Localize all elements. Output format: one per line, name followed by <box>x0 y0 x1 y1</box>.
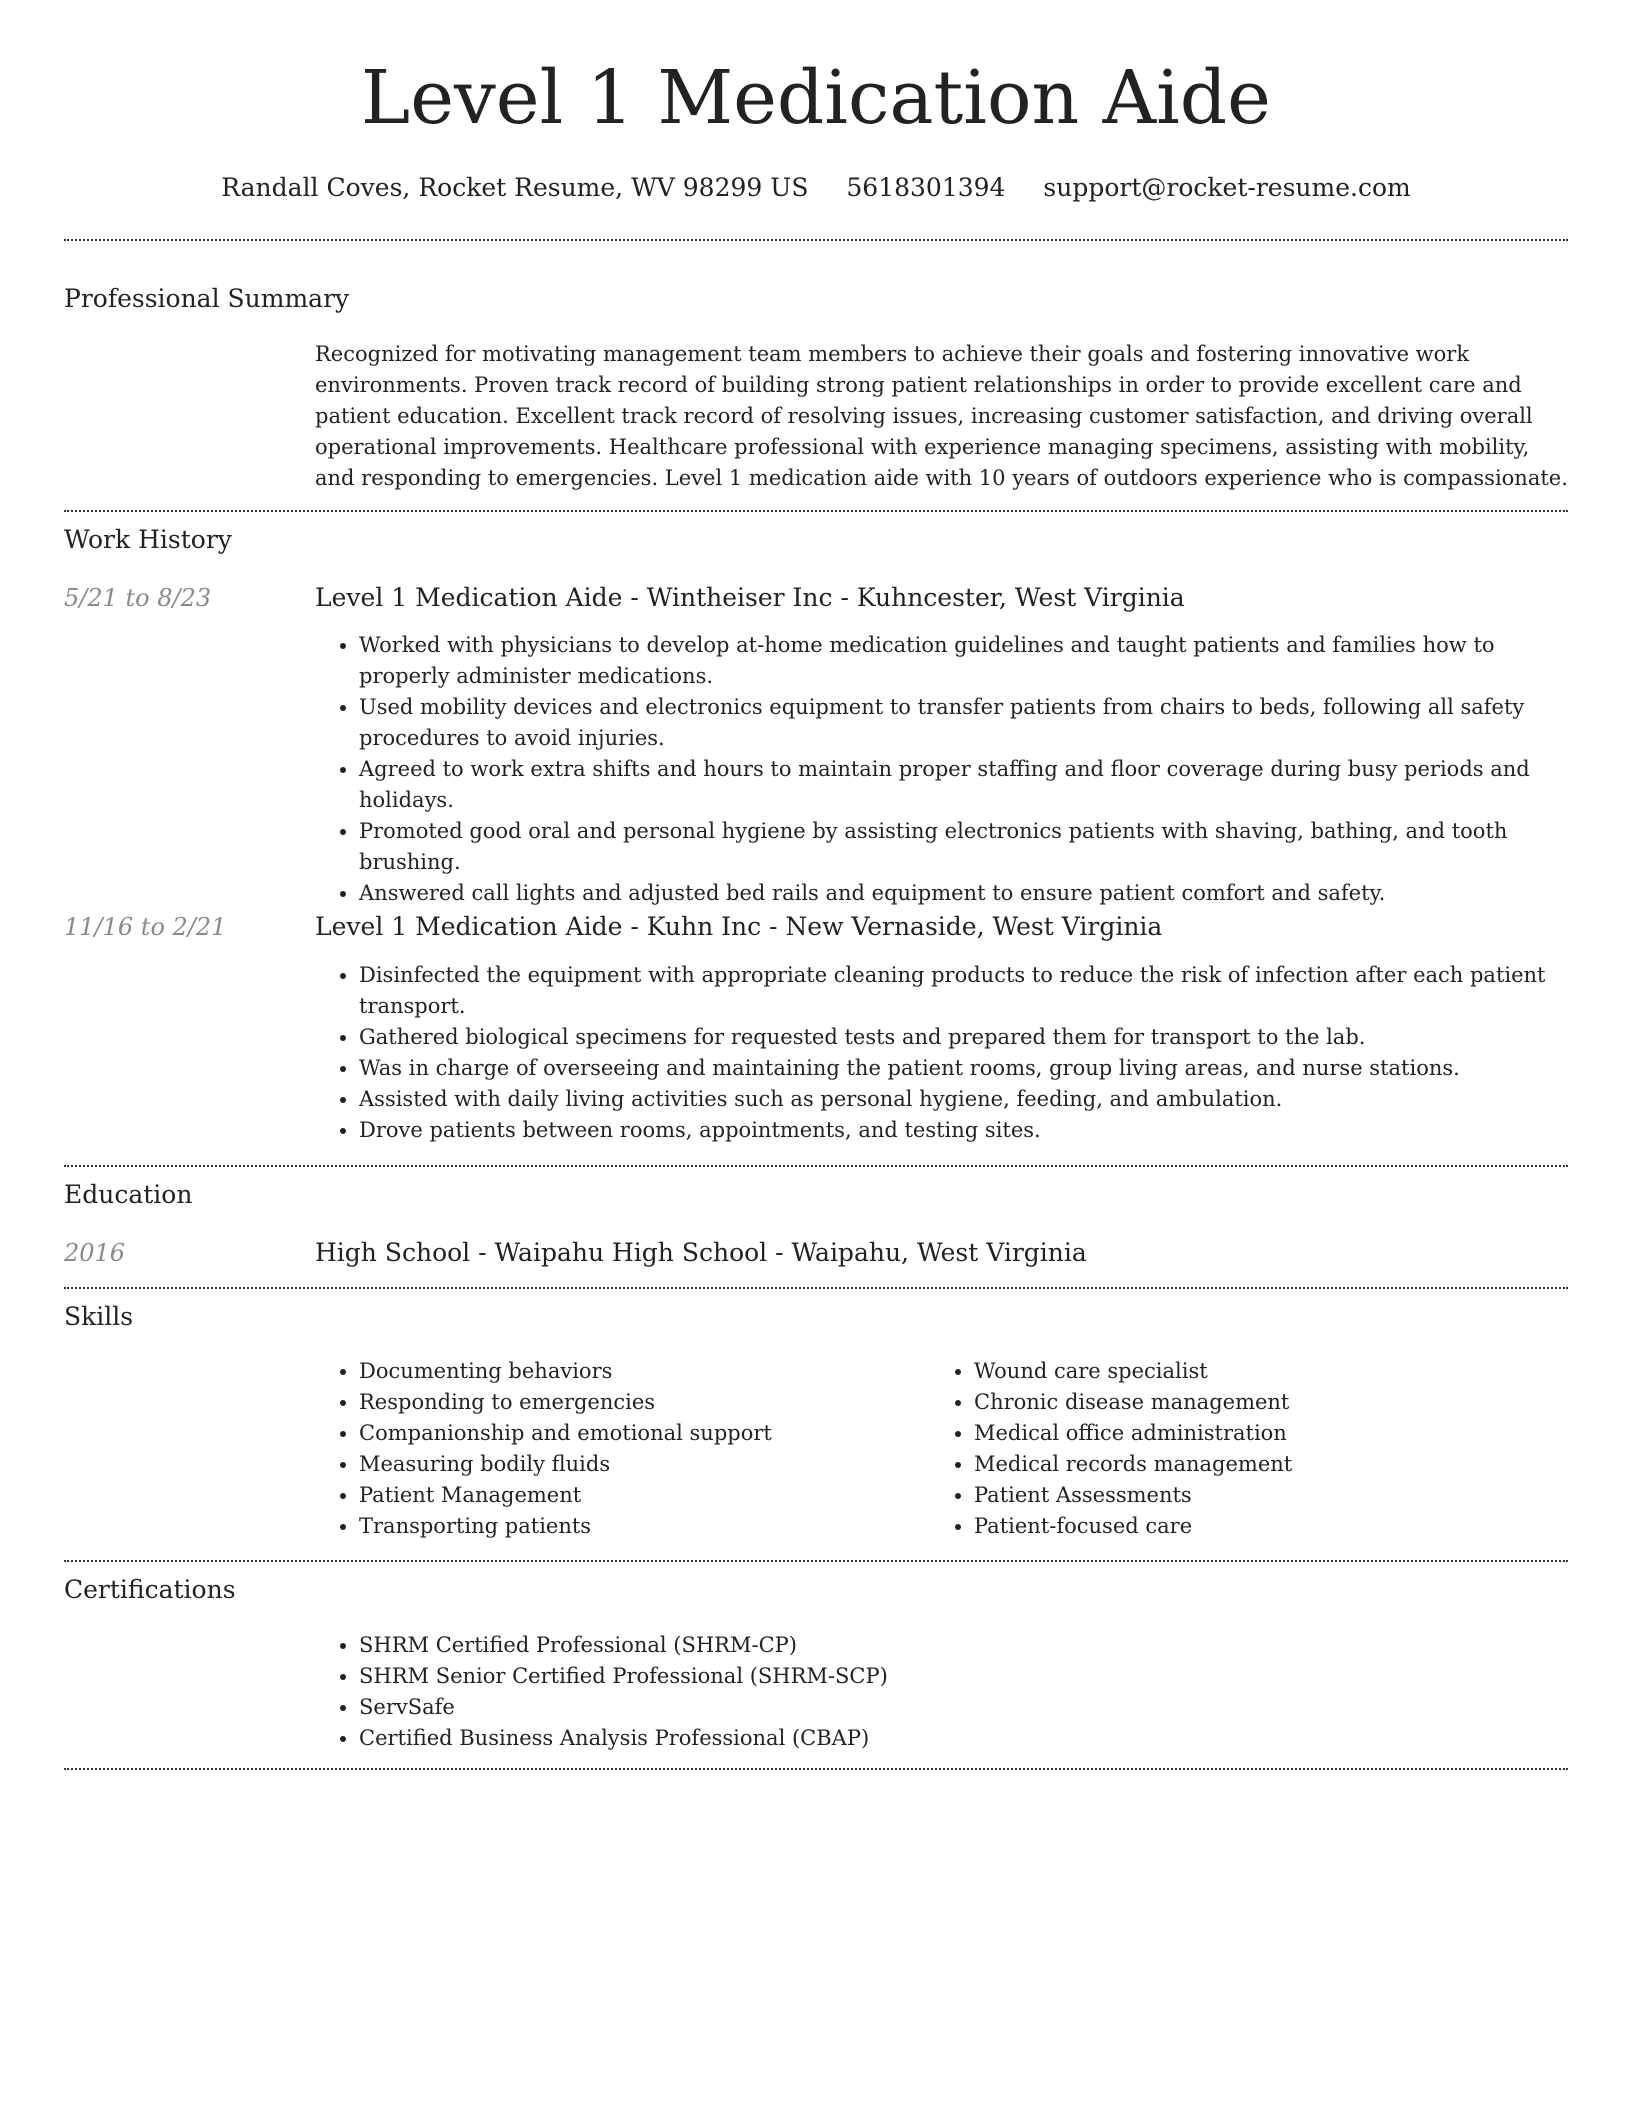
divider <box>64 1287 1568 1289</box>
list-item: • Responding to emergencies <box>359 1387 929 1418</box>
list-item: • Assisted with daily living activities such as personal hygiene, feeding, and ambulation. <box>359 1084 1568 1115</box>
list-item: • Medical office administration <box>974 1418 1574 1449</box>
section-heading-certifications: Certifications <box>64 1575 236 1604</box>
job-title: Level 1 Medication Aide - Wintheiser Inc - Kuhncester, West Virginia <box>315 583 1185 612</box>
list-item: • Transporting patients <box>359 1511 929 1542</box>
list-item: • Companionship and emotional support <box>359 1418 929 1449</box>
list-item: • Drove patients between rooms, appointments, and testing sites. <box>359 1115 1568 1146</box>
summary-text: Recognized for motivating management team members to achieve their goals and fostering innovative work environments. Proven track record of building strong patient relationships in order to provide excellent care and patient education. Excellent track record of resolving issues, increasing customer satisfaction, and driving overall operational improvements. Healthcare professional with experience managing specimens, assisting with mobility, and responding to emergencies. Level 1 medication aide with 10 years of outdoors experience who is compassionate. <box>315 342 1568 490</box>
contact-address: Randall Coves, Rocket Resume, WV 98299 US <box>221 173 809 202</box>
contact-phone: 5618301394 <box>846 173 1006 202</box>
certifications-list <box>315 1630 1568 1754</box>
job-dates: 11/16 to 2/21 <box>64 913 227 941</box>
contact-line <box>64 171 1568 205</box>
list-item: • Disinfected the equipment with appropriate cleaning products to reduce the risk of infection after each patient transport. <box>359 960 1568 1022</box>
skills-list-left <box>315 1356 929 1542</box>
list-item: • SHRM Senior Certified Professional (SHRM-SCP) <box>359 1661 1568 1692</box>
job-bullets <box>315 960 1568 1146</box>
divider <box>64 1560 1568 1562</box>
resume-title: Level 1 Medication Aide <box>361 55 1271 141</box>
divider <box>64 1768 1568 1770</box>
list-item: • Was in charge of overseeing and maintaining the patient rooms, group living areas, and nurse stations. <box>359 1053 1568 1084</box>
list-item: • Medical records management <box>974 1449 1574 1480</box>
job-dates: 5/21 to 8/23 <box>64 584 212 612</box>
list-item: • SHRM Certified Professional (SHRM-CP) <box>359 1630 1568 1661</box>
list-item: • Answered call lights and adjusted bed rails and equipment to ensure patient comfort and safety. <box>359 878 1568 909</box>
list-item: • Promoted good oral and personal hygiene by assisting electronics patients with shaving, bathing, and tooth brushing. <box>359 816 1568 878</box>
list-item: • Patient-focused care <box>974 1511 1574 1542</box>
divider <box>64 510 1568 512</box>
list-item: • Agreed to work extra shifts and hours to maintain proper staffing and floor coverage during busy periods and holidays. <box>359 754 1568 816</box>
job-title: Level 1 Medication Aide - Kuhn Inc - New Vernaside, West Virginia <box>315 912 1163 941</box>
job-bullets <box>315 630 1568 909</box>
list-item: • Certified Business Analysis Professional (CBAP) <box>359 1723 1568 1754</box>
divider <box>64 1165 1568 1167</box>
list-item: • Gathered biological specimens for requested tests and prepared them for transport to the lab. <box>359 1022 1568 1053</box>
education-year: 2016 <box>64 1239 126 1267</box>
section-heading-summary: Professional Summary <box>64 284 350 313</box>
education-entry: High School - Waipahu High School - Waipahu, West Virginia <box>315 1238 1087 1267</box>
section-heading-education: Education <box>64 1180 193 1209</box>
list-item: • Worked with physicians to develop at-home medication guidelines and taught patients and families how to properly administer medications. <box>359 630 1568 692</box>
divider <box>64 239 1568 241</box>
list-item: • Patient Management <box>359 1480 929 1511</box>
section-heading-work-history: Work History <box>64 525 232 554</box>
list-item: • Wound care specialist <box>974 1356 1574 1387</box>
list-item: • Used mobility devices and electronics equipment to transfer patients from chairs to beds, following all safety procedures to avoid injuries. <box>359 692 1568 754</box>
list-item: • Measuring bodily fluids <box>359 1449 929 1480</box>
section-heading-skills: Skills <box>64 1302 134 1331</box>
contact-email: support@rocket-resume.com <box>1043 173 1411 202</box>
list-item: • Chronic disease management <box>974 1387 1574 1418</box>
skills-list-right <box>930 1356 1574 1542</box>
list-item: • Patient Assessments <box>974 1480 1574 1511</box>
list-item: • ServSafe <box>359 1692 1568 1723</box>
list-item: • Documenting behaviors <box>359 1356 929 1387</box>
